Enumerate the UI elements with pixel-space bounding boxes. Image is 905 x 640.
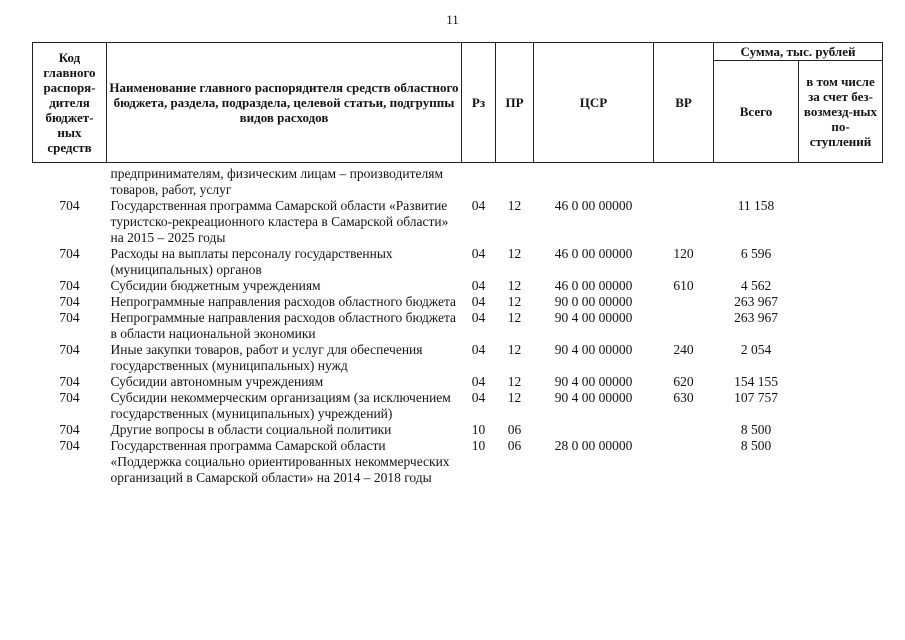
cell-total: 6 596 [740,246,772,261]
cell-grants [799,294,883,310]
cell-csr: 46 0 00 00000 [554,278,633,293]
cell-csr: 90 4 00 00000 [554,390,633,405]
table-row [33,310,883,342]
cell-total: 107 757 [734,390,778,405]
cell-vr [654,310,714,342]
table-header [33,43,883,163]
table-row [33,198,883,246]
cell-grants [799,438,883,486]
cell-grants [799,342,883,374]
cell-grants [799,310,883,342]
cell-name: Иные закупки товаров, работ и услуг для обеспечения государственных (муниципальных) нужд [110,342,423,373]
cell-rz: 04 [471,294,486,309]
table-row [33,163,883,199]
cell-pr [496,163,534,199]
cell-pr: 12 [507,294,522,309]
cell-rz [462,163,496,199]
cell-csr: 90 4 00 00000 [554,310,633,325]
cell-rz: 04 [471,278,486,293]
table-row [33,422,883,438]
cell-name: Субсидии автономным учреждениям [110,374,324,389]
cell-total: 154 155 [734,374,778,389]
cell-total: 4 562 [740,278,772,293]
cell-code: 704 [59,342,80,357]
cell-code: 704 [59,374,80,389]
cell-rz: 10 [471,438,486,453]
cell-csr: 46 0 00 00000 [554,246,633,261]
cell-grants [799,163,883,199]
cell-total [714,163,799,199]
cell-pr: 12 [507,310,522,325]
cell-pr: 12 [507,342,522,357]
cell-csr: 90 0 00 00000 [554,294,633,309]
cell-vr [654,294,714,310]
cell-name: Субсидии бюджетным учреждениям [110,278,321,293]
cell-total: 8 500 [740,438,772,453]
cell-vr [654,438,714,486]
cell-total: 263 967 [734,294,778,309]
table-row [33,342,883,374]
table-row [33,278,883,294]
cell-rz: 04 [471,310,486,325]
cell-rz: 10 [471,422,486,437]
cell-pr: 12 [507,278,522,293]
header-pr: ПР [496,43,534,163]
page-number: 11 [446,12,459,27]
cell-rz: 04 [471,246,486,261]
cell-total: 2 054 [740,342,772,357]
cell-code: 704 [59,422,80,437]
cell-name: предпринимателям, физическим лицам – производителям товаров, работ, услуг [110,166,443,197]
cell-vr: 120 [673,246,694,261]
cell-name: Государственная программа Самарской области «Поддержка социально ориентированных некоммерческих организаций в Самарской области» на 2014 – 2018 годы [110,438,450,485]
cell-pr: 06 [507,438,522,453]
cell-name: Непрограммные направления расходов областного бюджета в области национальной экономики [110,310,457,341]
cell-pr: 12 [507,198,522,213]
cell-grants [799,246,883,278]
header-csr: ЦСР [534,43,654,163]
header-code: Код главного распоря-дителя бюджет-ных средств [33,43,107,163]
cell-total: 263 967 [734,310,778,325]
cell-vr: 240 [673,342,694,357]
cell-vr: 610 [673,278,694,293]
cell-pr: 12 [507,390,522,405]
cell-grants [799,390,883,422]
cell-pr: 06 [507,422,522,437]
header-grants: в том числе за счет без-возмезд-ных по-ступлений [799,61,883,163]
table-row [33,438,883,486]
cell-code: 704 [59,310,80,325]
cell-csr: 46 0 00 00000 [554,198,633,213]
cell-rz: 04 [471,374,486,389]
cell-code [33,163,107,199]
cell-grants [799,278,883,294]
cell-code: 704 [59,246,80,261]
table-row [33,374,883,390]
cell-csr: 90 4 00 00000 [554,374,633,389]
cell-grants [799,198,883,246]
cell-vr: 630 [673,390,694,405]
table-row [33,390,883,422]
cell-grants [799,374,883,390]
budget-table [32,42,883,486]
cell-code: 704 [59,294,80,309]
cell-pr: 12 [507,374,522,389]
table-body [33,163,883,487]
header-total: Всего [714,61,799,163]
cell-name: Расходы на выплаты персоналу государственных (муниципальных) органов [110,246,393,277]
header-vr: ВР [654,43,714,163]
cell-code: 704 [59,438,80,453]
cell-csr: 28 0 00 00000 [554,438,633,453]
header-name: Наименование главного распорядителя средств областного бюджета, раздела, подраздела, целевой статьи, подгруппы видов расходов [107,43,462,163]
cell-vr [654,422,714,438]
cell-csr: 90 4 00 00000 [554,342,633,357]
header-sum: Сумма, тыс. рублей [714,43,883,61]
cell-csr [534,422,654,438]
cell-grants [799,422,883,438]
cell-rz: 04 [471,342,486,357]
cell-code: 704 [59,198,80,213]
cell-rz: 04 [471,198,486,213]
header-rz: Рз [462,43,496,163]
cell-vr: 620 [673,374,694,389]
cell-rz: 04 [471,390,486,405]
table-row [33,294,883,310]
cell-vr [654,163,714,199]
cell-name: Государственная программа Самарской области «Развитие туристско-рекреационного кластера в Самарской области» на 2015 – 2025 годы [110,198,449,245]
cell-name: Другие вопросы в области социальной политики [110,422,392,437]
cell-code: 704 [59,278,80,293]
cell-vr [654,198,714,246]
cell-total: 11 158 [737,198,775,213]
cell-csr [534,163,654,199]
cell-name: Субсидии некоммерческим организациям (за исключением государственных (муниципальных) учреждений) [110,390,451,421]
table-row [33,246,883,278]
cell-total: 8 500 [740,422,772,437]
cell-code: 704 [59,390,80,405]
cell-pr: 12 [507,246,522,261]
cell-name: Непрограммные направления расходов областного бюджета [110,294,457,309]
